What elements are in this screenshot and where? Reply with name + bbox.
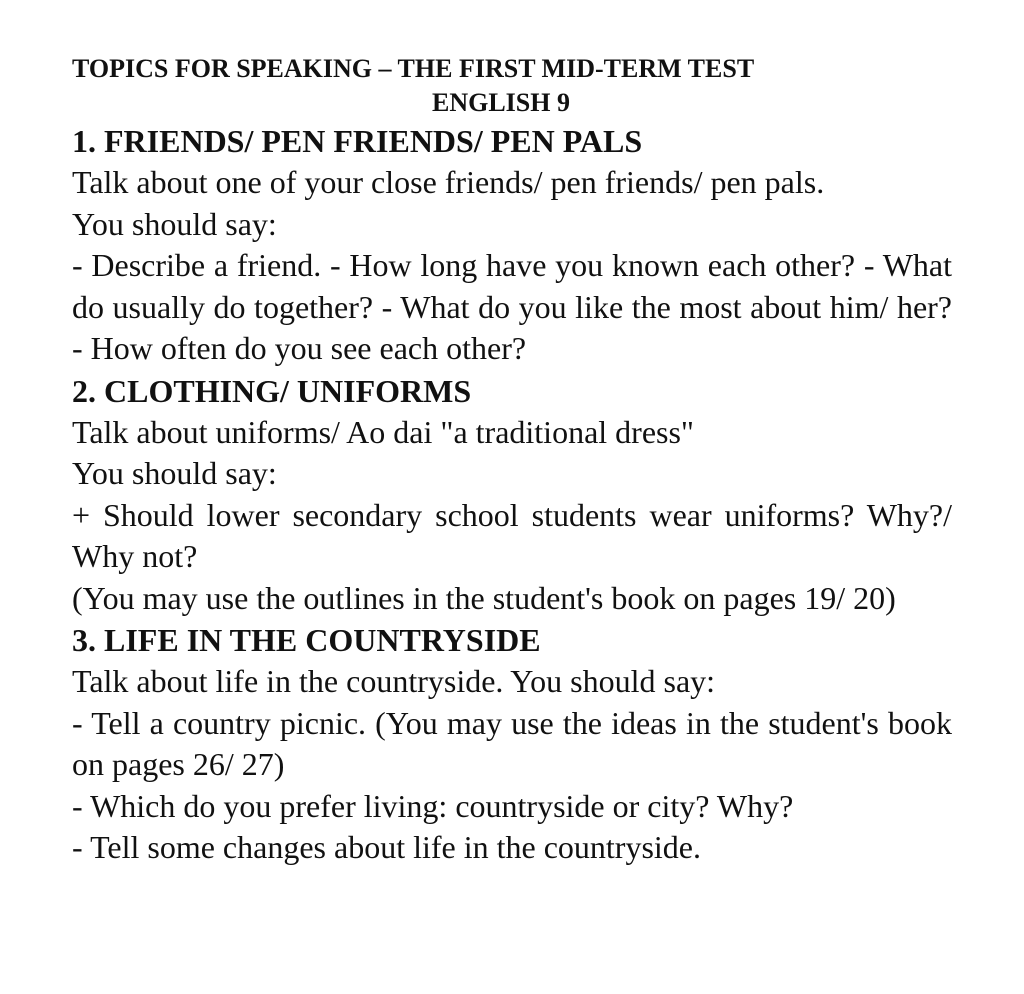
section-3-prompt: Talk about life in the countryside. You should say:: [72, 663, 716, 699]
section-1-heading: 1. FRIENDS/ PEN FRIENDS/ PEN PALS: [72, 123, 643, 159]
section-2-should-say: You should say:: [72, 455, 277, 491]
document-subtitle: ENGLISH 9: [432, 88, 570, 117]
section-3-heading: 3. LIFE IN THE COUNTRYSIDE: [72, 622, 541, 658]
section-3-item-3: - Tell some changes about life in the countryside.: [72, 829, 701, 865]
section-3-item-2: - Which do you prefer living: countryside or city? Why?: [72, 787, 794, 824]
section-2-prompt: Talk about uniforms/ Ao dai "a traditional dress": [72, 413, 694, 450]
document-title: TOPICS FOR SPEAKING – THE FIRST MID-TERM TEST: [72, 54, 755, 83]
section-2-details: + Should lower secondary school students wear uniforms? Why?/ Why not?: [72, 496, 952, 574]
section-2-note: (You may use the outlines in the student's book on pages 19/ 20): [72, 579, 896, 616]
section-1-should-say: You should say:: [72, 205, 277, 242]
section-1-details: - Describe a friend. - How long have you known each other? - What do usually do together? - What do you like the most about him/ her? - How often do you see each other?: [72, 247, 952, 366]
document-page: [72, 52, 952, 869]
section-1-prompt: Talk about one of your close friends/ pen friends/ pen pals.: [72, 164, 825, 200]
section-2-heading: 2. CLOTHING/ UNIFORMS: [72, 372, 472, 409]
section-3-item-1: - Tell a country picnic. (You may use the ideas in the student's book on pages 26/ 27): [72, 704, 952, 782]
